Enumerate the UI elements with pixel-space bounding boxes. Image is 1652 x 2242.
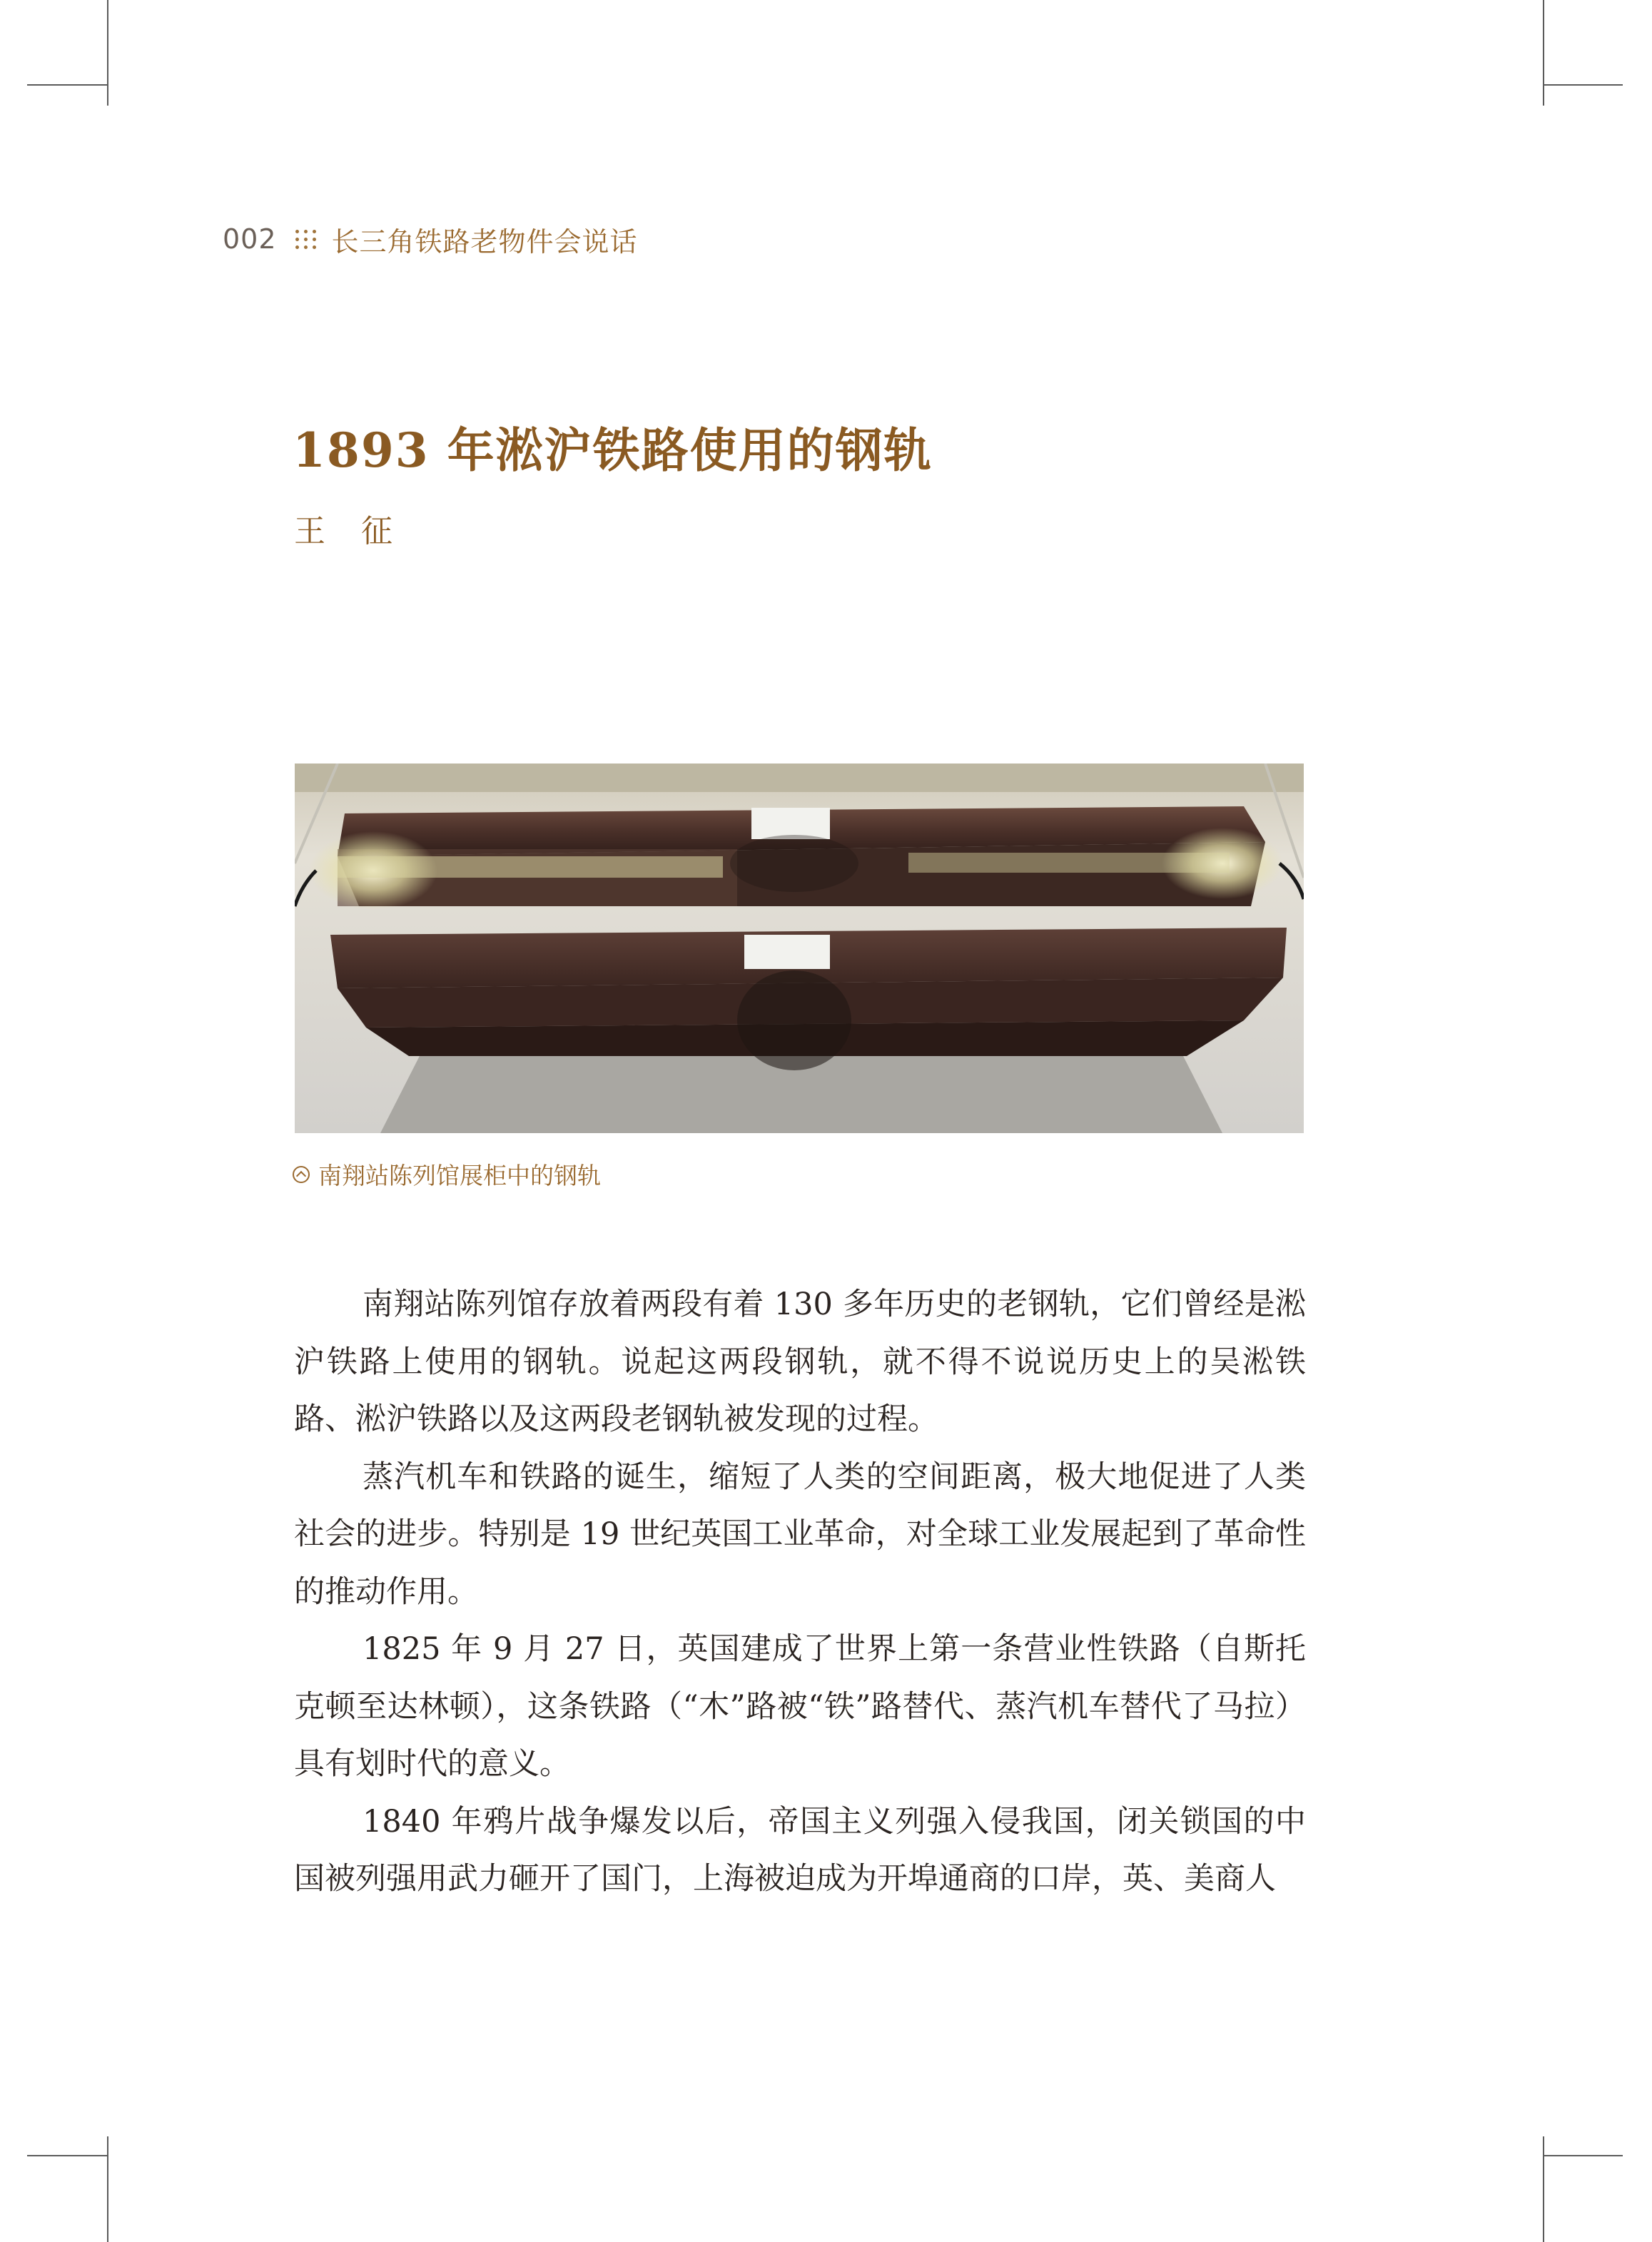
rail-display-photo — [295, 764, 1304, 1133]
crop-mark — [1543, 2136, 1544, 2242]
photo-caption — [293, 1157, 601, 1191]
body-paragraph: 蒸汽机车和铁路的诞生，缩短了人类的空间距离，极大地促进了人类社会的进步。特别是 19 世纪英国工业革命，对全球工业发展起到了革命性的推动作用。 — [294, 1459, 1306, 1610]
caption-arrow-icon — [293, 1166, 310, 1183]
page-number: 002 — [223, 223, 277, 255]
author-name: 王征 — [294, 513, 428, 549]
crop-mark — [1543, 84, 1623, 86]
book-title: 长三角铁路老物件会说话 — [331, 225, 638, 258]
crop-mark — [1543, 0, 1544, 106]
crop-mark — [27, 84, 107, 86]
crop-mark — [1543, 2155, 1623, 2156]
body-paragraph: 南翔站陈列馆存放着两段有着 130 多年历史的老钢轨，它们曾经是淞沪铁路上使用的钢轨。说起这两段钢轨，就不得不说说历史上的吴淞铁路、淞沪铁路以及这两段老钢轨被发现的过程。 — [294, 1287, 1306, 1437]
running-header — [223, 218, 638, 260]
article-body — [294, 1276, 1306, 1908]
body-paragraph: 1840 年鸦片战争爆发以后，帝国主义列强入侵我国，闭关锁国的中国被列强用武力砸开了国门，上海被迫成为开埠通商的口岸，英、美商人 — [294, 1803, 1306, 1897]
crop-mark — [107, 0, 108, 106]
caption-text: 南翔站陈列馆展柜中的钢轨 — [318, 1162, 601, 1190]
article-title: 1893 年淞沪铁路使用的钢轨 — [293, 422, 933, 478]
crop-mark — [27, 2155, 107, 2156]
dots-ornament-icon — [295, 230, 316, 249]
body-paragraph: 1825 年 9 月 27 日，英国建成了世界上第一条营业性铁路（自斯托克顿至达林顿），这条铁路（“木”路被“铁”路替代、蒸汽机车替代了马拉）具有划时代的意义。 — [294, 1631, 1306, 1782]
crop-mark — [107, 2136, 108, 2242]
